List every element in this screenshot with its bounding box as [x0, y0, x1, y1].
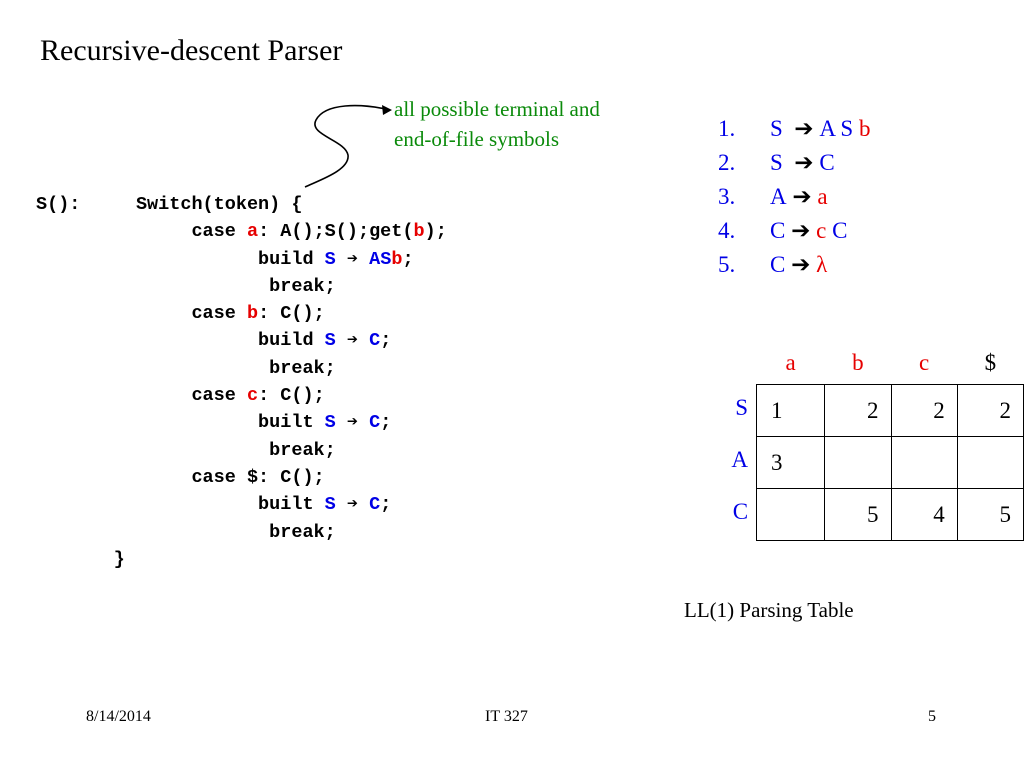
table-cell: 2 [825, 385, 891, 437]
table-cell: 5 [825, 489, 891, 541]
arrow-icon: ➔ [792, 184, 812, 209]
token-b: b [413, 221, 425, 243]
table-cell: 1 [757, 385, 825, 437]
annotation-note [394, 94, 600, 154]
column-header: a [785, 350, 796, 375]
table-caption: LL(1) Parsing Table [684, 598, 854, 622]
code-switch: Switch(token) { [135, 194, 303, 215]
table-row [703, 385, 1024, 437]
code-break: break; [269, 275, 336, 297]
curved-arrow-icon [300, 95, 400, 195]
grammar-rule: 5. C ➔ λ [718, 252, 828, 277]
slide-title: Recursive-descent Parser [40, 34, 343, 67]
code-close: } [113, 548, 125, 570]
table-cell [825, 437, 891, 489]
annotation-line-2: end-of-file symbols [394, 127, 560, 151]
table-cell [957, 437, 1023, 489]
code-break: break; [269, 521, 336, 543]
annotation-line-1: all possible terminal and [394, 97, 600, 121]
arrow-icon: ➔ [346, 248, 359, 270]
table-header-row [703, 350, 1024, 385]
table-cell: 5 [957, 489, 1023, 541]
table-cell: 2 [891, 385, 957, 437]
arrow-icon: ➔ [346, 494, 359, 516]
arrow-icon: ➔ [791, 252, 811, 277]
table-cell: 3 [757, 437, 825, 489]
grammar-rule: 2. S ➔ C [718, 150, 835, 175]
column-header: $ [984, 350, 997, 375]
code-block: S(): Switch(token) { case a: A();S();get(b); build S ➔ ASb; break; case b: C(); build S ➔ C; break; case c: C(); built S ➔ C; break; case $: C(); built S ➔ C; break; } [36, 194, 447, 570]
table-row [703, 437, 1024, 489]
table-cell: 4 [891, 489, 957, 541]
arrow-icon: ➔ [794, 116, 814, 141]
code-break: break; [269, 439, 336, 461]
grammar-rules [718, 112, 870, 282]
table-cell [757, 489, 825, 541]
arrow-icon: ➔ [346, 330, 359, 352]
grammar-rule: 1. S ➔ A S b [718, 116, 871, 141]
token-a: a [246, 221, 259, 243]
table-cell [891, 437, 957, 489]
grammar-rule: 4. C ➔ c C [718, 218, 848, 243]
row-label: C [732, 498, 749, 524]
code-break: break; [269, 357, 336, 379]
arrow-icon: ➔ [346, 412, 359, 434]
column-header: c [919, 350, 930, 375]
arrow-icon: ➔ [794, 150, 814, 175]
table-cell: 2 [957, 385, 1023, 437]
grammar-rule: 3. A ➔ a [718, 184, 828, 209]
footer-date: 8/14/2014 [86, 708, 151, 725]
row-label: A [731, 446, 749, 472]
footer-page-number: 5 [928, 708, 936, 725]
parsing-table [703, 350, 1024, 541]
footer-course: IT 327 [485, 708, 528, 725]
code-func: S(): [36, 194, 81, 215]
row-label: S [735, 394, 749, 420]
arrow-icon: ➔ [791, 218, 811, 243]
column-header: b [852, 350, 864, 375]
table-row [703, 489, 1024, 541]
